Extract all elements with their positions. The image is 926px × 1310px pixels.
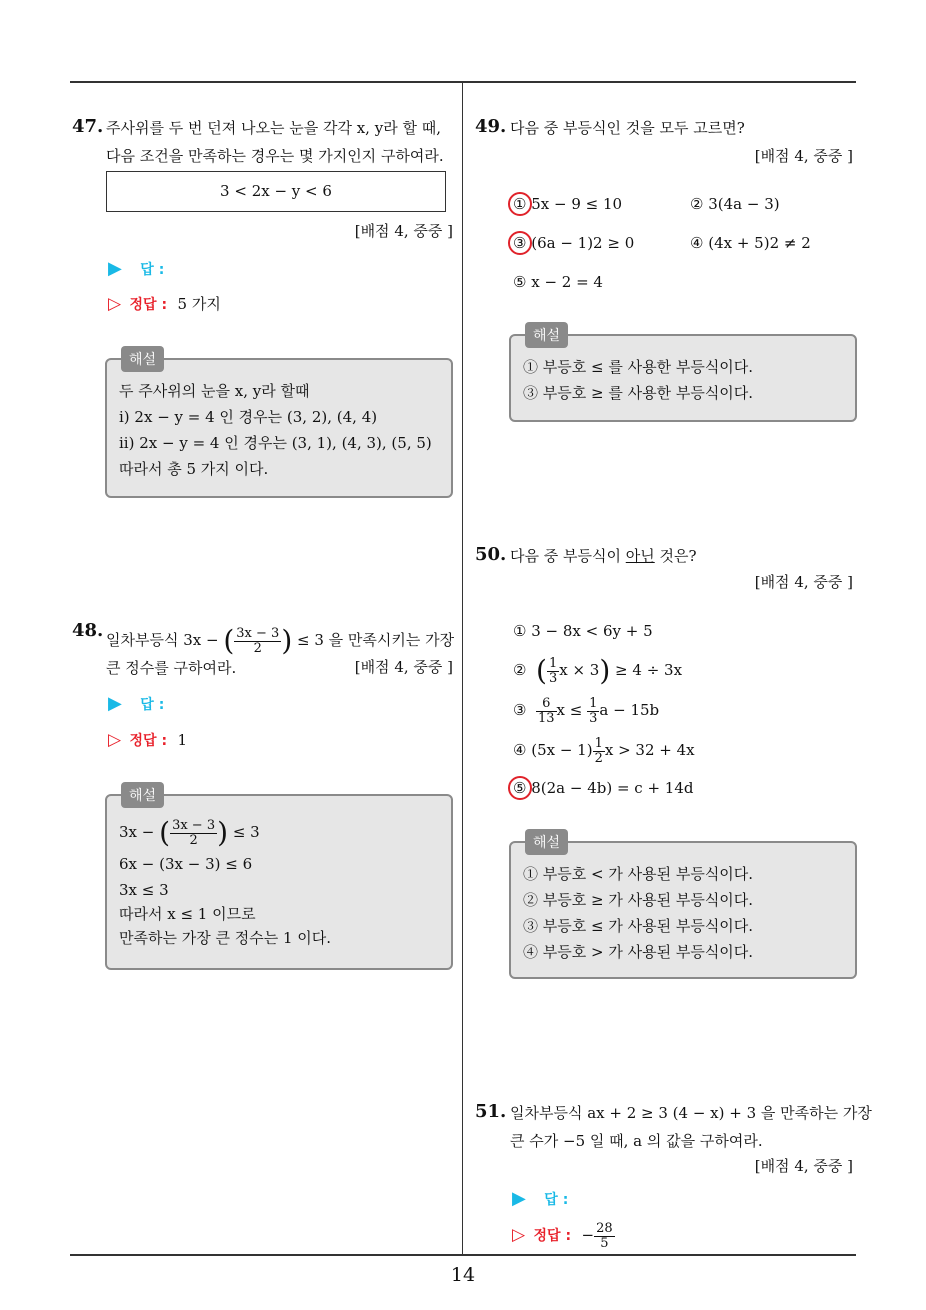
fraction-denominator: 2 <box>253 640 262 656</box>
answer-row <box>108 693 164 714</box>
play-triangle-icon: ▶ <box>108 693 122 714</box>
outline-triangle-icon: ▷ <box>512 1225 526 1245</box>
choice-3: ③ (6a − 1)2 ≥ 0 <box>513 234 635 252</box>
fraction <box>594 1222 615 1251</box>
correct-answer-value: 1 <box>177 731 188 749</box>
fraction-denominator: 3 <box>548 670 558 686</box>
solution-line: ① 부등호 < 가 사용된 부등식이다. <box>523 865 754 883</box>
question-number: 50. <box>475 544 507 565</box>
play-triangle-icon: ▶ <box>512 1188 526 1209</box>
solution-line: ii) 2x − y = 4 인 경우는 (3, 1), (4, 3), (5, 5) <box>119 434 432 452</box>
fraction <box>536 697 557 726</box>
solution-tab: 해설 <box>121 346 164 372</box>
choice-4 <box>513 732 695 768</box>
solution-text-part: 3x − <box>119 823 155 841</box>
question-text-part: 일차부등식 3x − <box>106 631 219 649</box>
right-paren: ) <box>599 654 611 687</box>
solution-tab: 해설 <box>121 782 164 808</box>
question-text: 큰 수가 −5 일 때, a 의 값을 구하여라. <box>510 1132 763 1150</box>
question-text: 주사위를 두 번 던져 나오는 눈을 각각 x, y라 할 때, <box>106 119 441 137</box>
solution-box <box>509 328 857 422</box>
solution-line: 3x ≤ 3 <box>119 881 169 899</box>
question-number: 48. <box>72 620 104 641</box>
fraction-denominator: 5 <box>600 1235 609 1251</box>
question-text <box>510 542 697 570</box>
solution-line: ④ 부등호 > 가 사용된 부등식이다. <box>523 943 754 961</box>
solution-line: 두 주사위의 눈을 x, y라 할때 <box>119 382 310 400</box>
question-text: 다음 조건을 만족하는 경우는 몇 가지인지 구하여라. <box>106 147 444 165</box>
fraction-denominator: 3 <box>589 710 598 726</box>
score-meta: [배점 4, 중중 ] <box>754 1157 853 1175</box>
solution-line: 만족하는 가장 큰 정수는 1 이다. <box>119 929 332 947</box>
question-text-part: 다음 중 부등식이 <box>510 547 626 565</box>
correct-answer-value: 5 가지 <box>177 295 221 313</box>
correct-answer-row <box>108 293 221 314</box>
choice-5: ⑤ x − 2 = 4 <box>513 273 603 291</box>
solution-line: ③ 부등호 ≤ 가 사용된 부등식이다. <box>523 917 754 935</box>
fraction-numerator: 3x − 3 <box>236 625 280 641</box>
question-number: 49. <box>475 116 507 137</box>
answer-label: 답 : <box>140 697 165 713</box>
choice-text-part: x > 32 + 4x <box>604 741 695 759</box>
answer-row <box>512 1188 568 1209</box>
solution-box <box>105 352 453 498</box>
score-meta: [배점 4, 중중 ] <box>754 147 853 165</box>
choice-5: ⑤ 8(2a − 4b) = c + 14d <box>513 779 694 797</box>
solution-box <box>509 835 857 979</box>
correct-answer-row <box>512 1218 615 1253</box>
choice-text-part: x × 3 <box>559 661 600 679</box>
solution-box <box>105 788 453 970</box>
fraction-numerator: 1 <box>548 655 558 671</box>
right-paren: ) <box>217 816 229 849</box>
solution-tab: 해설 <box>525 829 568 855</box>
choice-1: ① 3 − 8x < 6y + 5 <box>513 622 653 640</box>
choice-3 <box>513 692 659 728</box>
solution-line: 따라서 x ≤ 1 이므로 <box>119 905 256 923</box>
solution-line: ① 부등호 ≤ 를 사용한 부등식이다. <box>523 358 754 376</box>
play-triangle-icon: ▶ <box>108 258 122 279</box>
score-meta: [배점 4, 중중 ] <box>354 658 453 676</box>
solution-text-part: ≤ 3 <box>232 823 260 841</box>
bottom-rule <box>70 1254 856 1256</box>
fraction <box>593 737 605 766</box>
question-number: 47. <box>72 116 104 137</box>
fraction <box>587 697 599 726</box>
fraction-denominator: 2 <box>594 750 603 766</box>
condition-box <box>106 171 446 212</box>
correct-answer-label: 정답 : <box>129 297 168 313</box>
fraction-numerator: 1 <box>589 695 598 711</box>
choice-1: ① 5x − 9 ≤ 10 <box>513 195 623 213</box>
answer-label: 답 : <box>544 1192 569 1208</box>
fraction-numerator: 1 <box>594 735 603 751</box>
correct-answer-row <box>108 730 187 750</box>
minus-sign: − <box>581 1226 595 1244</box>
score-meta: [배점 4, 중중 ] <box>354 222 453 240</box>
fraction <box>170 819 217 848</box>
solution-line: ③ 부등호 ≥ 를 사용한 부등식이다. <box>523 384 754 402</box>
left-paren: ( <box>223 624 235 657</box>
question-text: 큰 정수를 구하여라. <box>106 659 237 677</box>
condition-text: 3 < 2x − y < 6 <box>220 182 332 200</box>
outline-triangle-icon: ▷ <box>108 294 122 314</box>
choice-text-part: x ≤ <box>556 701 583 719</box>
choice-text-part: a − 15b <box>599 701 660 719</box>
question-text: 다음 중 부등식인 것을 모두 고르면? <box>510 119 745 137</box>
question-number: 51. <box>475 1101 507 1122</box>
correct-answer-label: 정답 : <box>533 1228 572 1244</box>
column-divider <box>462 83 463 1254</box>
fraction-denominator: 13 <box>538 710 555 726</box>
outline-triangle-icon: ▷ <box>108 730 122 750</box>
solution-tab: 해설 <box>525 322 568 348</box>
fraction-numerator: 28 <box>596 1220 613 1236</box>
choice-text-part: ④ (5x − 1) <box>513 741 593 759</box>
question-text-part: 것은? <box>654 547 697 565</box>
page-number: 14 <box>450 1264 476 1286</box>
top-rule <box>70 81 856 83</box>
question-text: 일차부등식 ax + 2 ≥ 3 (4 − x) + 3 을 만족하는 가장 <box>510 1104 872 1122</box>
choice-marker: ③ <box>513 701 527 719</box>
solution-line <box>119 814 439 851</box>
fraction-numerator: 6 <box>536 697 557 712</box>
fraction <box>547 657 559 686</box>
fraction <box>234 627 281 656</box>
answer-label: 답 : <box>140 262 165 278</box>
correct-answer-label: 정답 : <box>129 733 168 749</box>
choice-2 <box>513 652 682 689</box>
question-text-part: ≤ 3 을 만족시키는 가장 <box>297 631 455 649</box>
score-meta: [배점 4, 중중 ] <box>754 573 853 591</box>
choice-2: ② 3(4a − 3) <box>690 195 780 213</box>
solution-line: 6x − (3x − 3) ≤ 6 <box>119 855 253 873</box>
solution-line: 따라서 총 5 가지 이다. <box>119 460 269 478</box>
fraction-denominator: 2 <box>189 832 198 848</box>
right-paren: ) <box>281 624 293 657</box>
solution-line: ② 부등호 ≥ 가 사용된 부등식이다. <box>523 891 754 909</box>
solution-line: i) 2x − y = 4 인 경우는 (3, 2), (4, 4) <box>119 408 378 426</box>
answer-row <box>108 258 164 279</box>
choice-4: ④ (4x + 5)2 ≠ 2 <box>690 234 811 252</box>
correct-answer-value <box>581 1220 615 1251</box>
choice-marker: ② <box>513 661 527 679</box>
fraction-numerator: 3x − 3 <box>172 817 216 833</box>
left-paren: ( <box>536 654 547 687</box>
left-paren: ( <box>159 816 171 849</box>
choice-text-part: ≥ 4 ÷ 3x <box>615 661 683 679</box>
question-text-emphasis: 아닌 <box>625 547 655 565</box>
